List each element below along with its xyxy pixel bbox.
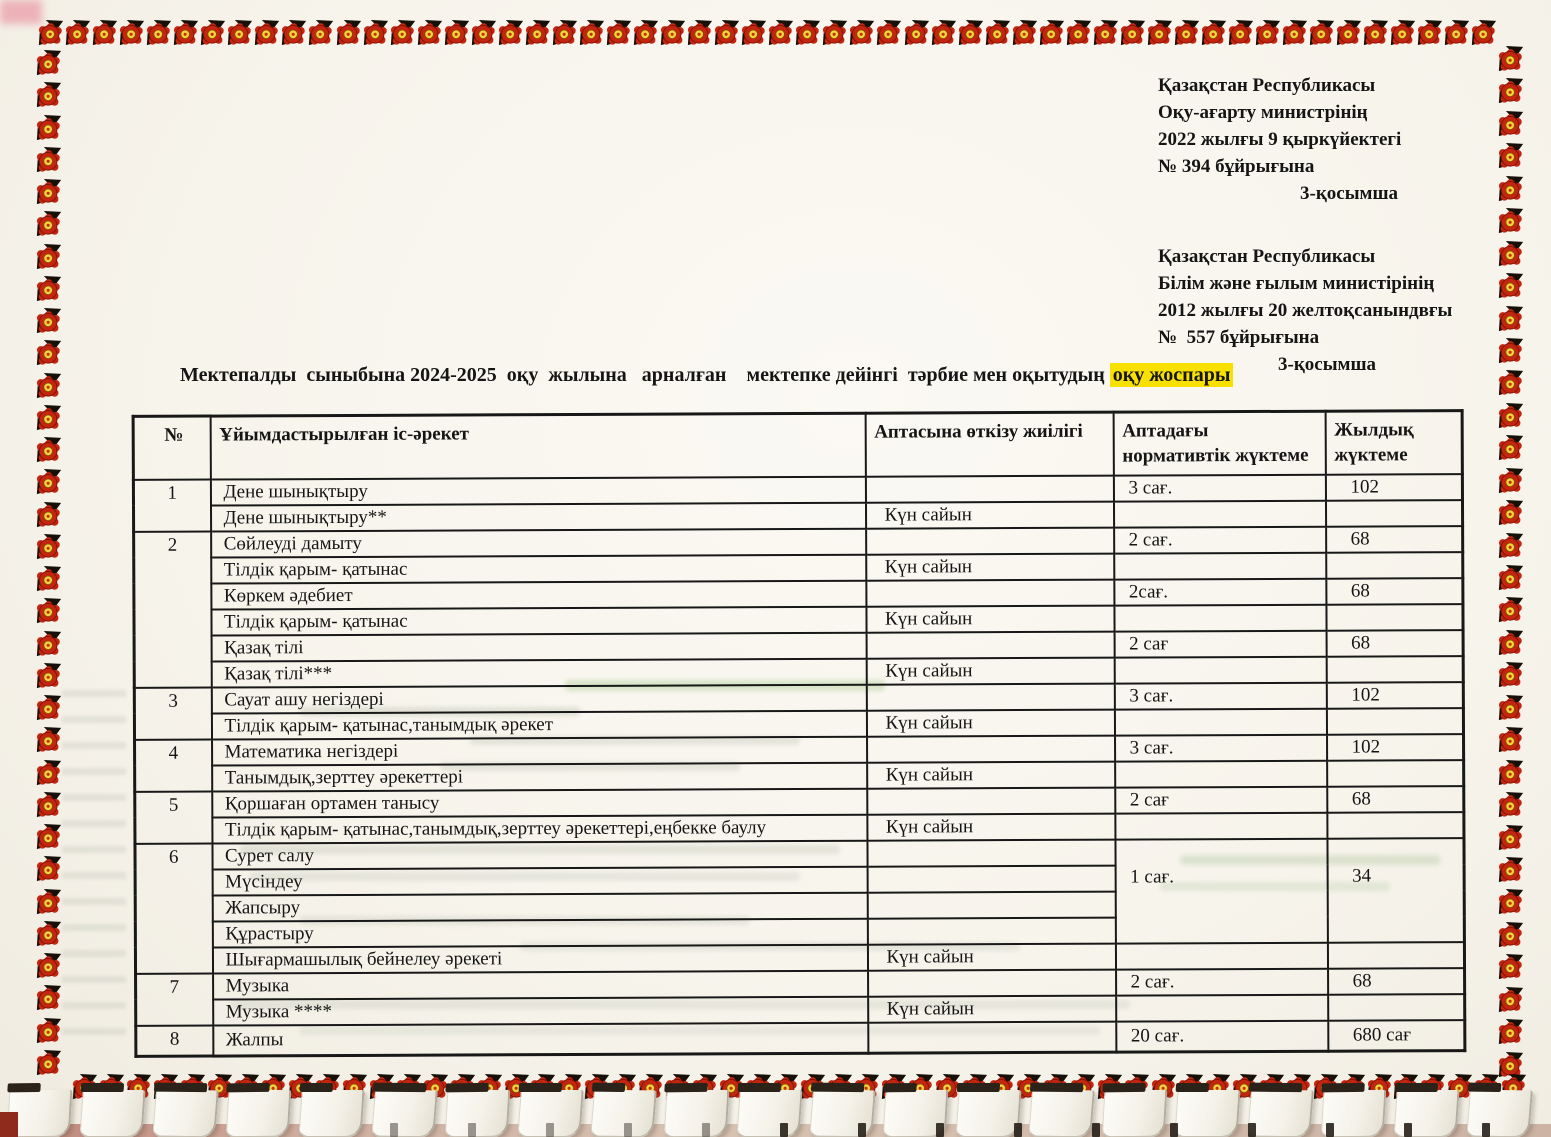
weekly-cell [1116, 995, 1328, 1022]
frequency-cell: Күн сайын [865, 502, 1113, 529]
flower-ornament-icon [1498, 433, 1524, 463]
flower-ornament-icon [36, 80, 62, 110]
order-reference-line: Қазақстан Республикасы [1158, 75, 1376, 96]
flower-ornament-icon [1498, 271, 1524, 301]
row-number-cell: 8 [136, 1026, 213, 1056]
flower-ornament-icon [1012, 18, 1038, 48]
order-appendix-label: 3-қосымша [1278, 354, 1377, 375]
flower-ornament-icon [1498, 595, 1524, 625]
yearly-cell: 680 сағ [1328, 1020, 1465, 1051]
binding-tab [1028, 1090, 1095, 1137]
flower-ornament-icon [1498, 628, 1524, 658]
flower-ornament-icon [1498, 401, 1524, 431]
flower-ornament-icon [36, 242, 62, 272]
flower-ornament-icon [1363, 18, 1389, 48]
yearly-cell: 68 [1326, 578, 1463, 605]
yearly-cell [1326, 604, 1463, 631]
frequency-cell: Күн сайын [866, 658, 1114, 685]
flower-ornament-icon [1444, 18, 1470, 48]
frequency-cell [866, 632, 1114, 659]
order-reference-block [1158, 72, 1452, 207]
activity-cell: Дене шынықтыру [210, 477, 865, 506]
frequency-cell: Күн сайын [866, 710, 1114, 737]
flower-ornament-icon [985, 18, 1011, 48]
flower-ornament-icon [36, 467, 62, 497]
flower-ornament-icon [444, 18, 470, 48]
yearly-cell: 102 [1326, 682, 1463, 709]
flower-ornament-icon [1417, 18, 1443, 48]
flower-ornament-icon [768, 18, 794, 48]
flower-ornament-icon [36, 177, 62, 207]
document-title [180, 364, 1380, 387]
binding-hole [1482, 1123, 1490, 1137]
binding-tab [1174, 1090, 1240, 1137]
yearly-cell [1325, 500, 1462, 527]
flower-ornament-icon [1498, 790, 1524, 820]
activity-cell: Музыка **** [213, 997, 868, 1026]
yearly-cell: 68 [1326, 526, 1463, 553]
order-appendix-label: 3-қосымша [1300, 183, 1399, 204]
flower-ornament-icon [36, 596, 62, 626]
order-reference-line: № 557 бұйрығына [1158, 327, 1320, 348]
flower-ornament-icon [795, 18, 821, 48]
frequency-cell [868, 970, 1116, 997]
activity-cell: Тілдік қарым- қатынас,танымдық,зерттеу әрекеттері,еңбекке баулу [212, 815, 867, 844]
weekly-cell: 2 сағ [1115, 787, 1327, 814]
flower-ornament-icon [390, 18, 416, 48]
order-reference-line: Қазақстан Республикасы [1158, 246, 1376, 267]
flower-ornament-icon [1498, 206, 1524, 236]
frequency-cell: Күн сайын [866, 606, 1114, 633]
table-row [136, 1020, 1465, 1056]
flower-ornament-icon [173, 18, 199, 48]
binding-hole [780, 1123, 788, 1137]
flower-ornament-icon [1498, 985, 1524, 1015]
order-reference-line: 2012 жылғы 20 желтоқсанындвғы [1158, 300, 1453, 321]
binding-tab [371, 1090, 438, 1137]
frequency-cell [867, 866, 1115, 893]
flower-ornament-icon [931, 18, 957, 48]
activity-cell: Тілдік қарым- қатынас [211, 555, 866, 584]
flower-ornament-icon [660, 18, 686, 48]
flower-ornament-icon [1498, 1017, 1524, 1047]
weekly-cell [1114, 553, 1326, 580]
weekly-cell [1115, 761, 1327, 788]
ornamental-border-right [1498, 44, 1524, 1080]
order-reference-line: 2022 жылғы 9 қыркүйектегі [1158, 129, 1402, 150]
flower-ornament-icon [36, 661, 62, 691]
flower-ornament-icon [1498, 531, 1524, 561]
binding-hole [546, 1123, 554, 1137]
flower-ornament-icon [741, 18, 767, 48]
binding-hole [936, 1123, 944, 1137]
yearly-cell: 102 [1327, 734, 1464, 761]
binding-hole [1326, 1123, 1334, 1137]
binding-hole [702, 1123, 710, 1137]
flower-ornament-icon [308, 18, 334, 48]
frequency-cell [868, 1022, 1116, 1053]
binding-hole [390, 1123, 398, 1137]
flower-ornament-icon [36, 1048, 62, 1078]
binding-tab [152, 1090, 219, 1137]
binding-tab [1466, 1090, 1533, 1137]
flower-ornament-icon [1498, 920, 1524, 950]
flower-ornament-icon [1066, 18, 1092, 48]
flower-ornament-icon [1228, 18, 1254, 48]
flower-ornament-icon [1498, 466, 1524, 496]
flower-ornament-icon [633, 18, 659, 48]
yearly-cell [1326, 708, 1463, 735]
weekly-cell [1114, 709, 1326, 736]
weekly-cell: 20 сағ. [1116, 1021, 1328, 1052]
flower-ornament-icon [227, 18, 253, 48]
frequency-cell [866, 528, 1114, 555]
flower-ornament-icon [525, 18, 551, 48]
flower-ornament-icon [1498, 368, 1524, 398]
flower-ornament-icon [36, 822, 62, 852]
weekly-cell [1114, 605, 1326, 632]
flower-ornament-icon [36, 564, 62, 594]
column-header: Аптадағы нормативтік жүктеме [1113, 411, 1325, 475]
frequency-cell: Күн сайын [868, 996, 1116, 1023]
weekly-cell: 2 сағ [1114, 631, 1326, 658]
activity-cell: Қоршаған ортамен танысу [212, 789, 867, 818]
ornamental-border-left [36, 48, 62, 1078]
binding-hole [1014, 1123, 1022, 1137]
flower-ornament-icon [1498, 109, 1524, 139]
weekly-cell [1115, 943, 1327, 970]
activity-cell: Жалпы [213, 1023, 868, 1056]
flower-ornament-icon [1498, 563, 1524, 593]
flower-ornament-icon [1309, 18, 1335, 48]
activity-cell: Көркем әдебиет [211, 581, 866, 610]
weekly-cell [1113, 501, 1325, 528]
flower-ornament-icon [254, 18, 280, 48]
flower-ornament-icon [1498, 336, 1524, 366]
flower-ornament-icon [36, 983, 62, 1013]
yearly-cell [1327, 812, 1464, 839]
binding-hole [1248, 1123, 1256, 1137]
flower-ornament-icon [1093, 18, 1119, 48]
weekly-cell: 2сағ. [1114, 579, 1326, 606]
flower-ornament-icon [65, 18, 91, 48]
binding-tab [664, 1090, 730, 1137]
order-reference-block [1158, 243, 1452, 378]
frequency-cell [867, 840, 1115, 867]
flower-ornament-icon [1498, 141, 1524, 171]
row-number-cell: 6 [135, 844, 213, 974]
activity-cell: Жапсыру [212, 893, 867, 922]
frequency-cell [866, 580, 1114, 607]
activity-cell: Тілдік қарым- қатынас,танымдық әрекет [211, 711, 866, 740]
row-number-cell: 5 [135, 792, 212, 844]
binding-hole [858, 1123, 866, 1137]
flower-ornament-icon [1498, 823, 1524, 853]
row-number-cell: 1 [133, 480, 210, 532]
yearly-cell: 68 [1326, 630, 1463, 657]
frequency-cell [865, 476, 1113, 503]
flower-ornament-icon [1174, 18, 1200, 48]
flower-ornament-icon [552, 18, 578, 48]
order-reference-line: Білім және ғылым министірінің [1158, 273, 1435, 294]
frequency-cell: Күн сайын [867, 762, 1115, 789]
binding-hole [468, 1123, 476, 1137]
flower-ornament-icon [471, 18, 497, 48]
frequency-cell [867, 788, 1115, 815]
title-highlight: оқу жоспары [1110, 363, 1234, 387]
yearly-cell [1327, 760, 1464, 787]
binding-hole [624, 1123, 632, 1137]
flower-ornament-icon [36, 1016, 62, 1046]
flower-ornament-icon [1498, 76, 1524, 106]
curriculum-table-container [132, 409, 1467, 1057]
flower-ornament-icon [36, 790, 62, 820]
flower-ornament-icon [579, 18, 605, 48]
flower-ornament-icon [849, 18, 875, 48]
flower-ornament-icon [36, 306, 62, 336]
activity-cell: Тілдік қарым- қатынас [211, 607, 866, 636]
frequency-cell [866, 684, 1114, 711]
left-margin-bleed-through [62, 690, 126, 1050]
flower-ornament-icon [119, 18, 145, 48]
frequency-cell [867, 892, 1115, 919]
scan-corner-smear [0, 0, 42, 24]
flower-ornament-icon [1498, 693, 1524, 723]
frequency-cell: Күн сайын [867, 814, 1115, 841]
activity-cell: Музыка [213, 971, 868, 1000]
weekly-cell: 3 сағ. [1113, 475, 1325, 502]
flower-ornament-icon [36, 435, 62, 465]
row-number-cell: 4 [135, 740, 212, 792]
yearly-cell: 102 [1325, 474, 1462, 501]
activity-cell: Сөйлеуді дамыту [211, 529, 866, 558]
flower-ornament-icon [36, 48, 62, 78]
table-row [135, 838, 1464, 870]
flower-ornament-icon [1498, 304, 1524, 334]
flower-ornament-icon [36, 725, 62, 755]
column-header: Жылдық жүктеме [1325, 411, 1462, 475]
flower-ornament-icon [958, 18, 984, 48]
flower-ornament-icon [36, 209, 62, 239]
flower-ornament-icon [36, 338, 62, 368]
binding-hole [1170, 1123, 1178, 1137]
flower-ornament-icon [1498, 758, 1524, 788]
weekly-cell [1114, 657, 1326, 684]
flower-ornament-icon [36, 887, 62, 917]
flower-ornament-icon [1120, 18, 1146, 48]
yearly-cell [1328, 994, 1465, 1021]
frequency-cell: Күн сайын [866, 554, 1114, 581]
binding-tab [226, 1090, 292, 1137]
ornamental-border-top [38, 18, 1498, 48]
weekly-cell: 3 сағ. [1114, 683, 1326, 710]
flower-ornament-icon [1282, 18, 1308, 48]
weekly-cell [1115, 813, 1327, 840]
flower-ornament-icon [36, 274, 62, 304]
yearly-cell [1326, 552, 1463, 579]
flower-ornament-icon [417, 18, 443, 48]
order-reference-line: Оқу-ағарту министрінің [1158, 102, 1368, 123]
flower-ornament-icon [36, 113, 62, 143]
flower-ornament-icon [146, 18, 172, 48]
binding-tab [298, 1090, 364, 1137]
yearly-cell: 68 [1327, 786, 1464, 813]
flower-ornament-icon [822, 18, 848, 48]
binding-tab [736, 1090, 802, 1137]
binding-tab [79, 1090, 145, 1137]
binding-tab [1102, 1090, 1168, 1137]
flower-ornament-icon [1498, 660, 1524, 690]
flower-ornament-icon [1471, 18, 1497, 48]
weekly-cell: 3 сағ. [1115, 735, 1327, 762]
column-header: Ұйымдастырылған іс-әрекет [210, 413, 865, 479]
flower-ornament-icon [36, 532, 62, 562]
flower-ornament-icon [36, 854, 62, 884]
binding-hole [1404, 1123, 1412, 1137]
yearly-cell: 34 [1327, 838, 1464, 943]
flower-ornament-icon [36, 500, 62, 530]
flower-ornament-icon [36, 951, 62, 981]
flower-ornament-icon [876, 18, 902, 48]
yearly-cell: 68 [1328, 968, 1465, 995]
flower-ornament-icon [36, 403, 62, 433]
frequency-cell [867, 736, 1115, 763]
binding-corner-mark [0, 1112, 18, 1137]
flower-ornament-icon [1390, 18, 1416, 48]
flower-ornament-icon [36, 919, 62, 949]
flower-ornament-icon [1498, 952, 1524, 982]
weekly-cell: 1 сағ. [1115, 839, 1327, 944]
binding-hole [1092, 1123, 1100, 1137]
weekly-cell: 2 сағ. [1114, 527, 1326, 554]
flower-ornament-icon [1336, 18, 1362, 48]
row-number-cell: 3 [134, 688, 211, 740]
flower-ornament-icon [1201, 18, 1227, 48]
flower-ornament-icon [498, 18, 524, 48]
row-number-cell: 7 [136, 974, 213, 1026]
activity-cell: Қазақ тілі*** [211, 659, 866, 688]
activity-cell: Мүсіндеу [212, 867, 867, 896]
flower-ornament-icon [38, 18, 64, 48]
binding-tab [445, 1090, 511, 1137]
flower-ornament-icon [36, 371, 62, 401]
yearly-cell [1326, 656, 1463, 683]
flower-ornament-icon [1147, 18, 1173, 48]
yearly-cell [1327, 942, 1464, 969]
frequency-cell: Күн сайын [867, 944, 1115, 971]
flower-ornament-icon [36, 758, 62, 788]
flower-ornament-icon [1498, 239, 1524, 269]
flower-ornament-icon [1498, 44, 1524, 74]
flower-ornament-icon [1255, 18, 1281, 48]
curriculum-table [132, 409, 1467, 1057]
flower-ornament-icon [1039, 18, 1065, 48]
column-header: № [133, 416, 210, 480]
activity-cell: Шығармашылық бейнелеу әрекеті [212, 945, 867, 974]
order-reference-line: № 394 бұйрығына [1158, 156, 1315, 177]
activity-cell: Математика негіздері [212, 737, 867, 766]
column-header: Аптасына өткізу жиілігі [865, 412, 1113, 477]
binding-tab [955, 1090, 1021, 1137]
flower-ornament-icon [606, 18, 632, 48]
flower-ornament-icon [36, 629, 62, 659]
flower-ornament-icon [336, 18, 362, 48]
activity-cell: Құрастыру [212, 919, 867, 948]
flower-ornament-icon [36, 693, 62, 723]
activity-cell: Сурет салу [212, 841, 867, 870]
flower-ornament-icon [1498, 887, 1524, 917]
flower-ornament-icon [904, 18, 930, 48]
activity-cell: Танымдық,зерттеу әрекеттері [212, 763, 867, 792]
flower-ornament-icon [714, 18, 740, 48]
row-number-cell: 2 [134, 532, 212, 688]
flower-ornament-icon [363, 18, 389, 48]
binding-tab [1247, 1090, 1314, 1137]
flower-ornament-icon [281, 18, 307, 48]
flower-ornament-icon [1498, 498, 1524, 528]
flower-ornament-icon [200, 18, 226, 48]
spiral-binding-tabs [0, 1086, 1551, 1137]
activity-cell: Қазақ тілі [211, 633, 866, 662]
activity-cell: Сауат ашу негіздері [211, 685, 866, 714]
flower-ornament-icon [1498, 855, 1524, 885]
activity-cell: Дене шынықтыру** [211, 503, 866, 532]
title-text: Мектепалды сыныбына 2024-2025 оқу жылына арналған мектепке дейінгі тәрбие мен оқытудың [180, 364, 1110, 386]
flower-ornament-icon [1498, 725, 1524, 755]
frequency-cell [867, 918, 1115, 945]
flower-ornament-icon [36, 145, 62, 175]
flower-ornament-icon [1498, 174, 1524, 204]
weekly-cell: 2 сағ. [1116, 969, 1328, 996]
flower-ornament-icon [92, 18, 118, 48]
flower-ornament-icon [687, 18, 713, 48]
